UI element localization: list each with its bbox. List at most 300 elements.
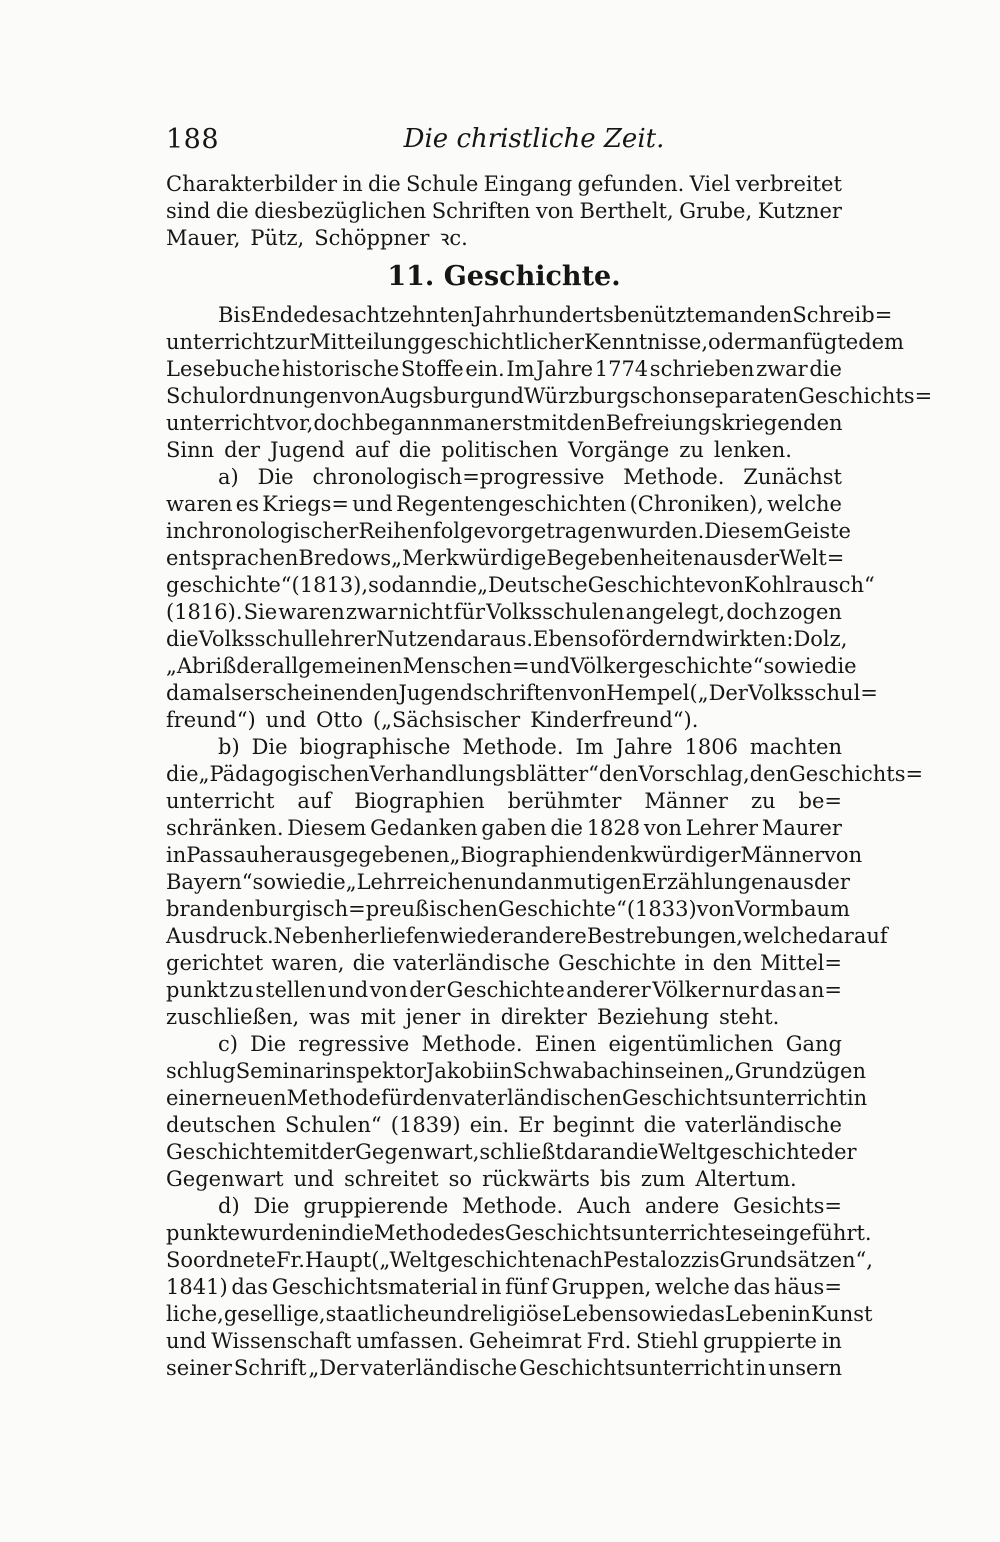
word: Haupt	[304, 1248, 372, 1272]
section-heading: 11. Geschichte.	[387, 261, 621, 292]
word: auf	[297, 789, 332, 813]
word: unterricht	[166, 411, 275, 435]
text-line	[166, 1004, 842, 1031]
word: Geschichtsunterricht	[621, 1086, 847, 1110]
word: Kriegs=	[262, 492, 349, 516]
word: zu	[750, 789, 776, 813]
text-line	[166, 923, 888, 950]
word: Pestalozzis	[603, 1248, 720, 1272]
word: Kenntnisse,	[584, 330, 709, 354]
word: neuen	[221, 1086, 287, 1110]
word: lenken.	[713, 438, 792, 462]
text-line	[166, 545, 845, 572]
word: den	[598, 762, 639, 786]
word: den	[566, 411, 606, 435]
word: ꝛc.	[439, 226, 468, 250]
word: man	[756, 330, 803, 354]
word: fünf	[505, 1275, 548, 1299]
word: in	[342, 172, 363, 196]
word: Geschichte	[558, 951, 677, 975]
word: Grundsätzen“,	[719, 1248, 873, 1272]
word: sowie	[252, 870, 314, 894]
word: Hempel	[606, 681, 690, 705]
word: achtzehnten	[342, 303, 474, 327]
word: die	[166, 762, 199, 786]
word: eigentümlichen	[608, 1032, 774, 1056]
word: den	[803, 411, 843, 435]
word: anmutigen	[527, 870, 642, 894]
word: Weltgeschichte	[658, 1140, 821, 1164]
word: Gegenwart	[166, 1167, 284, 1191]
word: (1816).	[166, 600, 243, 624]
word: mit	[531, 411, 567, 435]
word: Kunst	[810, 1302, 873, 1326]
word: der	[224, 438, 261, 462]
word: von	[568, 681, 607, 705]
text-line	[166, 680, 878, 707]
text-line	[166, 1112, 842, 1139]
word: Im	[506, 357, 535, 381]
word: Geiste	[783, 519, 851, 543]
word: Geschichte	[166, 1140, 285, 1164]
word: von	[696, 897, 735, 921]
word: Geschichte	[446, 978, 565, 1002]
word: das	[760, 978, 797, 1002]
word: Maurer	[761, 816, 842, 840]
word: Schriften	[431, 199, 531, 223]
word: Diesem	[704, 519, 784, 543]
word: „Abriß	[166, 654, 237, 678]
text-line	[166, 1139, 857, 1166]
word: biographische	[299, 735, 451, 759]
word: der	[236, 654, 273, 678]
word: Gedanken	[370, 816, 478, 840]
word: Methode	[373, 1221, 469, 1245]
word: b)	[218, 735, 240, 759]
word: Augsburg	[380, 384, 484, 408]
word: Vormbaum	[734, 897, 850, 921]
word: („Weltgeschichte	[371, 1248, 552, 1272]
word: Leben	[561, 1302, 628, 1326]
word: in	[481, 1275, 502, 1299]
word: Begebenheiten	[546, 546, 707, 570]
word: in	[745, 1356, 767, 1380]
word: von	[705, 573, 744, 597]
word: des	[305, 303, 343, 327]
text-line	[166, 626, 848, 653]
word: an=	[798, 978, 842, 1002]
word: sodann	[368, 573, 445, 597]
word: das	[231, 1275, 269, 1299]
word: Mitteilung	[309, 330, 421, 354]
word: Volksschulen	[486, 600, 625, 624]
word: 1828	[586, 816, 641, 840]
text-line	[166, 572, 875, 599]
word: Otto	[316, 708, 363, 732]
text-line	[166, 491, 842, 518]
word: Jakobi	[426, 1059, 493, 1083]
word: chronologisch=progressive	[312, 465, 605, 489]
word: Wissenschaft	[211, 1329, 352, 1353]
word: denkwürdiger	[590, 843, 741, 867]
word: Befreiungskriegen	[605, 411, 804, 435]
word: Lesebuche	[166, 357, 281, 381]
word: punkt	[166, 978, 228, 1002]
word: Bestrebungen,	[586, 924, 743, 948]
word: Nebenher	[273, 924, 380, 948]
text-line	[166, 329, 904, 356]
word: Stoffe	[400, 357, 464, 381]
word: punkte	[166, 1221, 241, 1245]
word: religiöse	[469, 1302, 562, 1326]
word: in	[166, 843, 187, 867]
word: so	[448, 1167, 473, 1191]
word: schon	[629, 384, 692, 408]
word: Methode.	[623, 465, 725, 489]
word: Biographien	[354, 789, 485, 813]
word: einer	[166, 1086, 222, 1110]
word: vaterländischen	[451, 1086, 622, 1110]
word: die	[352, 951, 386, 975]
word: andere	[644, 1194, 720, 1218]
word: Auch	[577, 1194, 632, 1218]
word: erst	[489, 411, 532, 435]
word: deutschen	[166, 1113, 276, 1137]
word: des	[468, 1221, 505, 1245]
word: Regentengeschichten	[395, 492, 627, 516]
text-line	[166, 198, 842, 225]
word: seiner	[166, 1356, 232, 1380]
word: Gruppen,	[551, 1275, 652, 1299]
word: Dolz,	[793, 627, 848, 651]
word: sind	[166, 199, 211, 223]
text-line	[166, 707, 842, 734]
text-line	[166, 1274, 842, 1301]
word: in	[821, 1329, 842, 1353]
word: verbreitet	[735, 172, 842, 196]
word: Pütz,	[250, 226, 305, 250]
word: die	[625, 1140, 659, 1164]
word: stellen	[255, 978, 327, 1002]
word: begann	[364, 411, 444, 435]
word: daran	[563, 1140, 626, 1164]
word: Jugendschriften	[398, 681, 569, 705]
text-line	[166, 437, 842, 464]
word: gruppierte	[703, 1329, 817, 1353]
word: unterricht	[166, 330, 275, 354]
word: Eingang	[483, 172, 573, 196]
word: „Grundzügen	[723, 1059, 866, 1083]
word: fördernd	[611, 627, 705, 651]
text-line	[166, 1220, 872, 1247]
word: „Pädagogischen	[198, 762, 370, 786]
word: und	[429, 1302, 470, 1326]
text-line	[166, 1355, 842, 1382]
word: zwar	[756, 357, 808, 381]
word: Lehrer	[685, 816, 759, 840]
text-line	[166, 410, 842, 437]
word: historische	[281, 357, 400, 381]
word: steht.	[719, 1005, 780, 1029]
page-number: 188	[166, 124, 220, 155]
word: die	[809, 357, 842, 381]
word: angelegt,	[625, 600, 726, 624]
word: oder	[708, 330, 757, 354]
word: nicht	[398, 600, 453, 624]
word: „Biographien	[449, 843, 591, 867]
text-line	[166, 518, 851, 545]
word: anderer	[566, 978, 651, 1002]
word: gaben	[481, 816, 547, 840]
word: dem	[858, 330, 904, 354]
text-line	[166, 734, 842, 761]
text-line	[166, 761, 924, 788]
word: Leben	[724, 1302, 791, 1326]
word: häus=	[773, 1275, 842, 1299]
word: Volksschullehrer	[198, 627, 377, 651]
text-line	[166, 302, 893, 329]
word: sowie	[763, 654, 825, 678]
word: und	[327, 978, 369, 1002]
word: die	[550, 816, 583, 840]
word: den	[752, 303, 793, 327]
word: Die	[251, 735, 288, 759]
word: allgemeinen	[272, 654, 403, 678]
word: regressive	[298, 1032, 410, 1056]
word: wurden.	[616, 519, 705, 543]
word: d)	[218, 1194, 240, 1218]
word: in	[846, 1086, 868, 1110]
word: vorgetragen	[485, 519, 617, 543]
word: aus	[777, 870, 814, 894]
word: Geschichts=	[789, 762, 924, 786]
text-line	[166, 1301, 873, 1328]
word: Jahre	[536, 357, 594, 381]
word: Volksschul=	[747, 681, 878, 705]
word: c)	[218, 1032, 238, 1056]
word: Geschichtsunterricht	[519, 1356, 745, 1380]
word: andere	[512, 924, 587, 948]
word: doch	[313, 411, 365, 435]
word: die	[368, 172, 401, 196]
word: liche,	[166, 1302, 224, 1326]
word: in	[790, 1302, 811, 1326]
word: schlug	[166, 1059, 236, 1083]
word: ordnete	[193, 1248, 276, 1272]
word: Seminarinspektor	[235, 1059, 427, 1083]
word: mit	[284, 1140, 320, 1164]
word: politischen	[441, 438, 558, 462]
word: die	[444, 573, 478, 597]
word: man	[707, 303, 753, 327]
word: fügte	[802, 330, 859, 354]
text-line	[166, 383, 933, 410]
word: machten	[749, 735, 842, 759]
word: Schöppner	[314, 226, 430, 250]
word: in	[470, 1005, 491, 1029]
word: auf	[354, 438, 389, 462]
word: Welt=	[779, 546, 845, 570]
word: Reihenfolge	[358, 519, 486, 543]
page-header	[166, 120, 842, 160]
word: Jahrhunderts	[473, 303, 614, 327]
word: nach	[551, 1248, 604, 1272]
word: in	[684, 951, 705, 975]
word: doch	[726, 600, 778, 624]
word: Schrift	[233, 1356, 307, 1380]
word: chronologischer	[186, 519, 359, 543]
word: schreitet	[344, 1167, 439, 1191]
word: und	[293, 1167, 335, 1191]
word: direkter	[500, 1005, 587, 1029]
word: Kinderfreund“).	[530, 708, 699, 732]
word: von	[369, 978, 408, 1002]
word: von	[342, 384, 381, 408]
word: be=	[798, 789, 842, 813]
word: der	[743, 546, 780, 570]
word: „Der	[308, 1356, 359, 1380]
word: geschichte“	[166, 573, 292, 597]
word: Methode.	[462, 735, 564, 759]
word: („Der	[689, 681, 748, 705]
word: Die	[257, 465, 294, 489]
word: die	[824, 654, 857, 678]
word: was	[309, 1005, 351, 1029]
word: „Merkwürdige	[391, 546, 547, 570]
word: Völker	[652, 978, 720, 1002]
word: Erzählungen	[641, 870, 778, 894]
word: benützte	[613, 303, 708, 327]
word: Mauer,	[166, 226, 241, 250]
word: waren	[278, 600, 345, 624]
word: Geschichtsmaterial	[271, 1275, 478, 1299]
word: Jugend	[270, 438, 345, 462]
word: zur	[274, 330, 310, 354]
word: herausgegebenen	[259, 843, 450, 867]
word: wieder	[439, 924, 513, 948]
text-line	[166, 869, 850, 896]
word: und	[166, 1329, 207, 1353]
word: umfassen.	[356, 1329, 465, 1353]
word: die	[166, 627, 199, 651]
text-line	[166, 1085, 868, 1112]
word: gruppierende	[303, 1194, 449, 1218]
text-line	[166, 1328, 842, 1355]
word: Gegenwart,	[355, 1140, 480, 1164]
word: und	[483, 384, 524, 408]
word: entsprachen	[166, 546, 299, 570]
word: vaterländische	[393, 951, 550, 975]
word: Die	[250, 1032, 287, 1056]
word: Beziehung	[596, 1005, 710, 1029]
text-line	[166, 1031, 842, 1058]
word: Mittel=	[760, 951, 842, 975]
word: Schulen“	[285, 1113, 382, 1137]
word: Jahre	[615, 735, 673, 759]
word: jener	[405, 1005, 461, 1029]
word: Vorgänge	[568, 438, 670, 462]
word: für	[381, 1086, 413, 1110]
word: Nutzen	[376, 627, 454, 651]
word: der	[409, 978, 446, 1002]
word: den	[412, 1086, 452, 1110]
text-line	[166, 1058, 866, 1085]
word: daraus.	[453, 627, 534, 651]
word: Frd.	[586, 1329, 632, 1353]
word: Schulordnungen	[166, 384, 343, 408]
word: gerichtet	[166, 951, 264, 975]
word: Schwabach	[512, 1059, 635, 1083]
word: die	[643, 1113, 677, 1137]
word: (1813),	[291, 573, 369, 597]
word: zuschließen,	[166, 1005, 300, 1029]
word: Geschichte“	[497, 897, 627, 921]
word: schrieben	[649, 357, 755, 381]
word: das	[733, 1275, 771, 1299]
word: zogen	[778, 600, 842, 624]
word: Männer	[644, 789, 728, 813]
word: schränken.	[166, 816, 284, 840]
text-line	[166, 356, 842, 383]
word: Fr.	[275, 1248, 305, 1272]
word: welche	[655, 1275, 730, 1299]
text-line	[166, 896, 850, 923]
word: die	[313, 870, 346, 894]
word: Im	[575, 735, 604, 759]
word: man	[443, 411, 490, 435]
word: (1839)	[390, 1113, 461, 1137]
word: bis	[599, 1167, 631, 1191]
text-line	[166, 653, 857, 680]
body-text	[166, 171, 933, 1382]
word: mit	[360, 1005, 396, 1029]
word: gesellige,	[223, 1302, 326, 1326]
word: Verhandlungsblätter“	[369, 762, 599, 786]
word: Schreib=	[792, 303, 893, 327]
word: Einen	[534, 1032, 597, 1056]
word: wurden	[240, 1221, 322, 1245]
word: beginnt	[552, 1113, 635, 1137]
word: ein.	[465, 357, 505, 381]
text-line	[166, 1193, 842, 1220]
word: erscheinenden	[241, 681, 399, 705]
word: der	[820, 1140, 857, 1164]
word: und	[265, 708, 307, 732]
word: von	[535, 199, 574, 223]
word: 1774	[594, 357, 649, 381]
text-line	[166, 1166, 842, 1193]
word: Völkergeschichte“	[570, 654, 764, 678]
word: Bredows	[298, 546, 392, 570]
word: in	[634, 1059, 655, 1083]
word: Menschen=	[402, 654, 530, 678]
word: in	[166, 519, 187, 543]
word: vor,	[274, 411, 314, 435]
word: freund“)	[166, 708, 256, 732]
word: 1806	[684, 735, 738, 759]
word: gefunden.	[577, 172, 685, 196]
word: welche	[767, 492, 842, 516]
word: für	[453, 600, 486, 624]
word: der	[813, 870, 850, 894]
word: Passau	[186, 843, 260, 867]
word: Vorschlag,	[638, 762, 750, 786]
word: Männer	[740, 843, 825, 867]
word: damals	[166, 681, 242, 705]
text-line	[166, 842, 863, 869]
word: Gesichts=	[733, 1194, 842, 1218]
word: von	[643, 816, 682, 840]
